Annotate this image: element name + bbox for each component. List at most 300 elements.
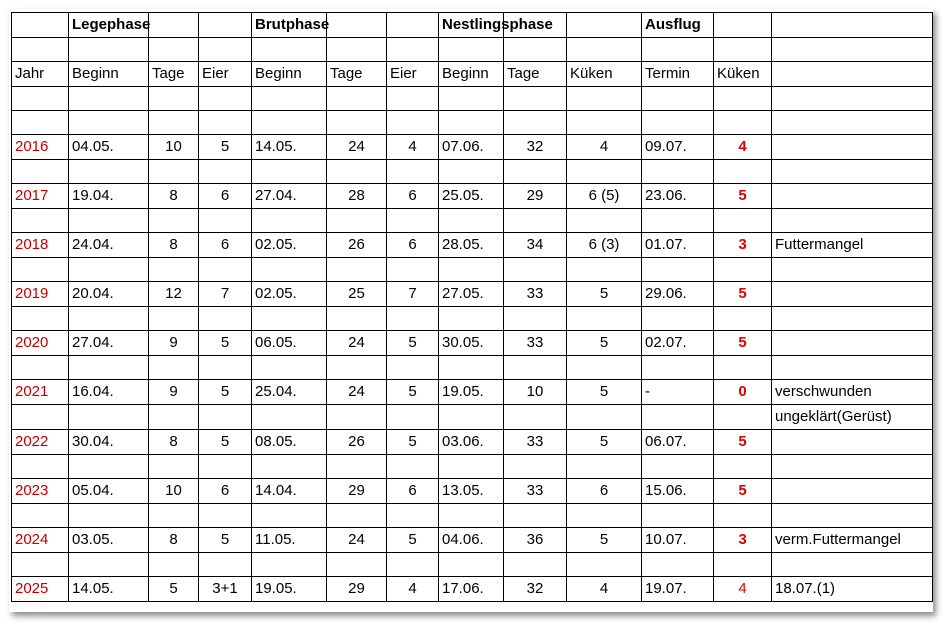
empty-cell[interactable] bbox=[567, 356, 642, 380]
empty-cell[interactable] bbox=[69, 405, 149, 430]
empty-cell[interactable] bbox=[714, 160, 772, 184]
cell-brut-tage[interactable]: 29 bbox=[327, 577, 387, 602]
column-header-brut-tage[interactable]: Tage bbox=[327, 62, 387, 87]
empty-cell[interactable] bbox=[567, 307, 642, 331]
cell-lege-tage[interactable]: 8 bbox=[149, 184, 199, 209]
cell-brut-beginn[interactable]: 25.04. bbox=[252, 380, 327, 405]
cell-nest-beginn[interactable]: 04.06. bbox=[439, 528, 504, 553]
empty-cell[interactable] bbox=[387, 553, 439, 577]
cell-brut-eier[interactable]: 7 bbox=[387, 282, 439, 307]
cell-lege-beginn[interactable]: 27.04. bbox=[69, 331, 149, 356]
cell-nest-kueken[interactable]: 6 bbox=[567, 479, 642, 504]
cell-brut-beginn[interactable]: 02.05. bbox=[252, 282, 327, 307]
cell-nest-tage[interactable]: 33 bbox=[504, 479, 567, 504]
empty-cell[interactable] bbox=[439, 87, 504, 111]
empty-cell[interactable] bbox=[69, 307, 149, 331]
cell-brut-tage[interactable]: 25 bbox=[327, 282, 387, 307]
empty-cell[interactable] bbox=[387, 504, 439, 528]
empty-cell[interactable] bbox=[69, 258, 149, 282]
cell-lege-beginn[interactable]: 05.04. bbox=[69, 479, 149, 504]
empty-cell[interactable] bbox=[149, 209, 199, 233]
cell-nest-beginn[interactable]: 25.05. bbox=[439, 184, 504, 209]
empty-cell[interactable] bbox=[252, 455, 327, 479]
cell-ausflug-kueken[interactable]: 5 bbox=[714, 184, 772, 209]
cell-lege-eier[interactable]: 7 bbox=[199, 282, 252, 307]
empty-cell[interactable] bbox=[327, 504, 387, 528]
empty-cell[interactable] bbox=[199, 405, 252, 430]
empty-cell[interactable] bbox=[252, 553, 327, 577]
cell-bemerkung-2[interactable] bbox=[772, 455, 933, 479]
group-header-cell[interactable] bbox=[714, 13, 772, 38]
cell-lege-eier[interactable]: 5 bbox=[199, 528, 252, 553]
cell-jahr[interactable]: 2025 bbox=[12, 577, 69, 602]
empty-cell[interactable] bbox=[504, 455, 567, 479]
empty-cell[interactable] bbox=[387, 209, 439, 233]
empty-cell[interactable] bbox=[567, 504, 642, 528]
empty-cell[interactable] bbox=[69, 356, 149, 380]
cell-nest-beginn[interactable]: 07.06. bbox=[439, 135, 504, 160]
empty-cell[interactable] bbox=[504, 160, 567, 184]
cell-nest-kueken[interactable]: 6 (5) bbox=[567, 184, 642, 209]
empty-cell[interactable] bbox=[439, 160, 504, 184]
cell-bemerkung[interactable] bbox=[772, 430, 933, 455]
empty-cell[interactable] bbox=[199, 504, 252, 528]
cell-lege-tage[interactable]: 12 bbox=[149, 282, 199, 307]
empty-cell[interactable] bbox=[714, 111, 772, 135]
empty-cell[interactable] bbox=[642, 455, 714, 479]
empty-cell[interactable] bbox=[149, 504, 199, 528]
column-header-jahr[interactable]: Jahr bbox=[12, 62, 69, 87]
cell-brut-eier[interactable]: 5 bbox=[387, 528, 439, 553]
empty-cell[interactable] bbox=[199, 38, 252, 62]
cell-bemerkung[interactable]: 18.07.(1) bbox=[772, 577, 933, 602]
empty-cell[interactable] bbox=[504, 356, 567, 380]
cell-nest-kueken[interactable]: 5 bbox=[567, 331, 642, 356]
cell-bemerkung-2[interactable]: ungeklärt(Gerüst) bbox=[772, 405, 933, 430]
column-header-brut-beginn[interactable]: Beginn bbox=[252, 62, 327, 87]
cell-brut-eier[interactable]: 6 bbox=[387, 479, 439, 504]
empty-cell[interactable] bbox=[504, 38, 567, 62]
empty-cell[interactable] bbox=[199, 160, 252, 184]
empty-cell[interactable] bbox=[327, 553, 387, 577]
cell-brut-beginn[interactable]: 02.05. bbox=[252, 233, 327, 258]
cell-jahr[interactable]: 2018 bbox=[12, 233, 69, 258]
empty-cell[interactable] bbox=[149, 307, 199, 331]
empty-cell[interactable] bbox=[567, 553, 642, 577]
cell-brut-beginn[interactable]: 14.05. bbox=[252, 135, 327, 160]
empty-cell[interactable] bbox=[69, 38, 149, 62]
cell-lege-beginn[interactable]: 19.04. bbox=[69, 184, 149, 209]
empty-cell[interactable] bbox=[12, 209, 69, 233]
empty-cell[interactable] bbox=[12, 553, 69, 577]
cell-lege-beginn[interactable]: 30.04. bbox=[69, 430, 149, 455]
cell-ausflug-kueken[interactable]: 3 bbox=[714, 233, 772, 258]
cell-lege-tage[interactable]: 8 bbox=[149, 528, 199, 553]
empty-cell[interactable] bbox=[69, 504, 149, 528]
empty-cell[interactable] bbox=[439, 504, 504, 528]
empty-cell[interactable] bbox=[387, 307, 439, 331]
cell-lege-tage[interactable]: 8 bbox=[149, 233, 199, 258]
empty-cell[interactable] bbox=[504, 111, 567, 135]
cell-lege-eier[interactable]: 5 bbox=[199, 135, 252, 160]
empty-cell[interactable] bbox=[149, 553, 199, 577]
empty-cell[interactable] bbox=[12, 38, 69, 62]
cell-nest-kueken[interactable]: 5 bbox=[567, 430, 642, 455]
cell-bemerkung[interactable]: verm.Futtermangel bbox=[772, 528, 933, 553]
empty-cell[interactable] bbox=[327, 38, 387, 62]
cell-brut-eier[interactable]: 4 bbox=[387, 577, 439, 602]
cell-bemerkung[interactable] bbox=[772, 331, 933, 356]
cell-brut-eier[interactable]: 5 bbox=[387, 430, 439, 455]
cell-jahr[interactable]: 2020 bbox=[12, 331, 69, 356]
cell-jahr[interactable]: 2021 bbox=[12, 380, 69, 405]
cell-lege-eier[interactable]: 6 bbox=[199, 479, 252, 504]
empty-cell[interactable] bbox=[772, 38, 933, 62]
cell-ausflug-kueken[interactable]: 4 bbox=[714, 135, 772, 160]
column-header-lege-tage[interactable]: Tage bbox=[149, 62, 199, 87]
empty-cell[interactable] bbox=[252, 111, 327, 135]
empty-cell[interactable] bbox=[387, 405, 439, 430]
cell-ausflug-kueken[interactable]: 5 bbox=[714, 430, 772, 455]
group-header-cell[interactable] bbox=[149, 13, 199, 38]
empty-cell[interactable] bbox=[387, 111, 439, 135]
cell-bemerkung-2[interactable] bbox=[772, 504, 933, 528]
empty-cell[interactable] bbox=[252, 160, 327, 184]
empty-cell[interactable] bbox=[199, 356, 252, 380]
empty-cell[interactable] bbox=[199, 209, 252, 233]
column-header-ausflug-termin[interactable]: Termin bbox=[642, 62, 714, 87]
empty-cell[interactable] bbox=[439, 455, 504, 479]
column-header-ausflug-kueken[interactable]: Küken bbox=[714, 62, 772, 87]
cell-lege-beginn[interactable]: 16.04. bbox=[69, 380, 149, 405]
column-header-brut-eier[interactable]: Eier bbox=[387, 62, 439, 87]
empty-cell[interactable] bbox=[149, 356, 199, 380]
empty-cell[interactable] bbox=[387, 160, 439, 184]
group-header-cell[interactable]: Brutphase bbox=[252, 13, 327, 38]
empty-cell[interactable] bbox=[439, 111, 504, 135]
empty-cell[interactable] bbox=[12, 111, 69, 135]
cell-nest-tage[interactable]: 33 bbox=[504, 282, 567, 307]
empty-cell[interactable] bbox=[149, 87, 199, 111]
cell-nest-kueken[interactable]: 5 bbox=[567, 380, 642, 405]
empty-cell[interactable] bbox=[567, 160, 642, 184]
group-header-cell[interactable]: Nestlingsphase bbox=[439, 13, 504, 38]
cell-bemerkung-2[interactable] bbox=[772, 553, 933, 577]
empty-cell[interactable] bbox=[12, 307, 69, 331]
column-header-lege-eier[interactable]: Eier bbox=[199, 62, 252, 87]
empty-cell[interactable] bbox=[387, 455, 439, 479]
cell-ausflug-termin[interactable]: 23.06. bbox=[642, 184, 714, 209]
cell-jahr[interactable]: 2022 bbox=[12, 430, 69, 455]
cell-nest-kueken[interactable]: 6 (3) bbox=[567, 233, 642, 258]
empty-cell[interactable] bbox=[149, 405, 199, 430]
cell-nest-tage[interactable]: 32 bbox=[504, 135, 567, 160]
cell-lege-beginn[interactable]: 04.05. bbox=[69, 135, 149, 160]
empty-cell[interactable] bbox=[567, 87, 642, 111]
cell-ausflug-termin[interactable]: 01.07. bbox=[642, 233, 714, 258]
empty-cell[interactable] bbox=[714, 38, 772, 62]
empty-cell[interactable] bbox=[504, 553, 567, 577]
empty-cell[interactable] bbox=[714, 209, 772, 233]
empty-cell[interactable] bbox=[149, 160, 199, 184]
cell-lege-eier[interactable]: 5 bbox=[199, 430, 252, 455]
empty-cell[interactable] bbox=[387, 38, 439, 62]
cell-ausflug-kueken[interactable]: 5 bbox=[714, 479, 772, 504]
empty-cell[interactable] bbox=[439, 553, 504, 577]
empty-cell[interactable] bbox=[252, 356, 327, 380]
cell-nest-beginn[interactable]: 17.06. bbox=[439, 577, 504, 602]
empty-cell[interactable] bbox=[149, 111, 199, 135]
empty-cell[interactable] bbox=[327, 405, 387, 430]
group-header-cell[interactable] bbox=[772, 13, 933, 38]
group-header-cell[interactable] bbox=[387, 13, 439, 38]
cell-nest-kueken[interactable]: 4 bbox=[567, 577, 642, 602]
cell-nest-tage[interactable]: 34 bbox=[504, 233, 567, 258]
empty-cell[interactable] bbox=[504, 405, 567, 430]
empty-cell[interactable] bbox=[714, 504, 772, 528]
cell-lege-eier[interactable]: 5 bbox=[199, 331, 252, 356]
empty-cell[interactable] bbox=[642, 504, 714, 528]
cell-lege-eier[interactable]: 3+1 bbox=[199, 577, 252, 602]
empty-cell[interactable] bbox=[199, 455, 252, 479]
empty-cell[interactable] bbox=[642, 87, 714, 111]
empty-cell[interactable] bbox=[642, 38, 714, 62]
cell-jahr[interactable]: 2019 bbox=[12, 282, 69, 307]
empty-cell[interactable] bbox=[327, 307, 387, 331]
empty-cell[interactable] bbox=[69, 553, 149, 577]
empty-cell[interactable] bbox=[69, 111, 149, 135]
cell-nest-tage[interactable]: 10 bbox=[504, 380, 567, 405]
cell-bemerkung[interactable] bbox=[772, 184, 933, 209]
cell-ausflug-kueken[interactable]: 3 bbox=[714, 528, 772, 553]
empty-cell[interactable] bbox=[567, 405, 642, 430]
cell-brut-eier[interactable]: 6 bbox=[387, 233, 439, 258]
cell-lege-tage[interactable]: 5 bbox=[149, 577, 199, 602]
empty-cell[interactable] bbox=[439, 307, 504, 331]
cell-bemerkung-2[interactable] bbox=[772, 160, 933, 184]
cell-brut-tage[interactable]: 24 bbox=[327, 528, 387, 553]
empty-cell[interactable] bbox=[149, 38, 199, 62]
cell-jahr[interactable]: 2024 bbox=[12, 528, 69, 553]
empty-cell[interactable] bbox=[439, 38, 504, 62]
column-header-nest-beginn[interactable]: Beginn bbox=[439, 62, 504, 87]
empty-cell[interactable] bbox=[252, 87, 327, 111]
empty-cell[interactable] bbox=[504, 504, 567, 528]
cell-brut-tage[interactable]: 28 bbox=[327, 184, 387, 209]
empty-cell[interactable] bbox=[642, 553, 714, 577]
cell-bemerkung-2[interactable] bbox=[772, 307, 933, 331]
empty-cell[interactable] bbox=[387, 87, 439, 111]
cell-lege-beginn[interactable]: 14.05. bbox=[69, 577, 149, 602]
empty-cell[interactable] bbox=[199, 258, 252, 282]
cell-lege-tage[interactable]: 8 bbox=[149, 430, 199, 455]
cell-brut-tage[interactable]: 29 bbox=[327, 479, 387, 504]
empty-cell[interactable] bbox=[199, 87, 252, 111]
cell-jahr[interactable]: 2016 bbox=[12, 135, 69, 160]
empty-cell[interactable] bbox=[567, 38, 642, 62]
empty-cell[interactable] bbox=[199, 307, 252, 331]
cell-brut-eier[interactable]: 4 bbox=[387, 135, 439, 160]
empty-cell[interactable] bbox=[12, 87, 69, 111]
empty-cell[interactable] bbox=[387, 258, 439, 282]
cell-bemerkung[interactable] bbox=[772, 479, 933, 504]
empty-cell[interactable] bbox=[642, 356, 714, 380]
cell-bemerkung-2[interactable] bbox=[772, 258, 933, 282]
empty-cell[interactable] bbox=[252, 307, 327, 331]
cell-ausflug-termin[interactable]: 29.06. bbox=[642, 282, 714, 307]
cell-ausflug-kueken[interactable]: 0 bbox=[714, 380, 772, 405]
cell-ausflug-termin[interactable]: 15.06. bbox=[642, 479, 714, 504]
cell-ausflug-termin[interactable]: 19.07. bbox=[642, 577, 714, 602]
cell-nest-beginn[interactable]: 27.05. bbox=[439, 282, 504, 307]
cell-nest-tage[interactable]: 33 bbox=[504, 430, 567, 455]
empty-cell[interactable] bbox=[12, 356, 69, 380]
cell-brut-tage[interactable]: 24 bbox=[327, 135, 387, 160]
empty-cell[interactable] bbox=[504, 87, 567, 111]
empty-cell[interactable] bbox=[714, 553, 772, 577]
cell-lege-tage[interactable]: 10 bbox=[149, 135, 199, 160]
cell-nest-tage[interactable]: 29 bbox=[504, 184, 567, 209]
empty-cell[interactable] bbox=[714, 356, 772, 380]
empty-cell[interactable] bbox=[69, 87, 149, 111]
cell-bemerkung[interactable]: verschwunden bbox=[772, 380, 933, 405]
group-header-cell[interactable] bbox=[567, 13, 642, 38]
empty-cell[interactable] bbox=[12, 258, 69, 282]
empty-cell[interactable] bbox=[12, 504, 69, 528]
empty-cell[interactable] bbox=[642, 209, 714, 233]
cell-nest-beginn[interactable]: 30.05. bbox=[439, 331, 504, 356]
empty-cell[interactable] bbox=[149, 258, 199, 282]
empty-cell[interactable] bbox=[642, 160, 714, 184]
cell-ausflug-termin[interactable]: 09.07. bbox=[642, 135, 714, 160]
group-header-cell[interactable] bbox=[199, 13, 252, 38]
cell-nest-beginn[interactable]: 28.05. bbox=[439, 233, 504, 258]
empty-cell[interactable] bbox=[252, 405, 327, 430]
cell-lege-eier[interactable]: 6 bbox=[199, 184, 252, 209]
cell-nest-beginn[interactable]: 03.06. bbox=[439, 430, 504, 455]
empty-cell[interactable] bbox=[504, 209, 567, 233]
cell-nest-beginn[interactable]: 19.05. bbox=[439, 380, 504, 405]
empty-cell[interactable] bbox=[327, 160, 387, 184]
empty-cell[interactable] bbox=[199, 111, 252, 135]
empty-cell[interactable] bbox=[12, 405, 69, 430]
empty-cell[interactable] bbox=[567, 209, 642, 233]
cell-ausflug-termin[interactable]: 02.07. bbox=[642, 331, 714, 356]
group-header-cell[interactable]: Legephase bbox=[69, 13, 149, 38]
empty-cell[interactable] bbox=[199, 553, 252, 577]
empty-cell[interactable] bbox=[504, 307, 567, 331]
empty-cell[interactable] bbox=[12, 160, 69, 184]
cell-ausflug-termin[interactable]: - bbox=[642, 380, 714, 405]
cell-nest-kueken[interactable]: 5 bbox=[567, 282, 642, 307]
empty-cell[interactable] bbox=[439, 405, 504, 430]
cell-bemerkung[interactable] bbox=[772, 282, 933, 307]
cell-nest-kueken[interactable]: 5 bbox=[567, 528, 642, 553]
cell-nest-beginn[interactable]: 13.05. bbox=[439, 479, 504, 504]
cell-bemerkung-2[interactable] bbox=[772, 209, 933, 233]
cell-lege-tage[interactable]: 9 bbox=[149, 380, 199, 405]
group-header-cell[interactable] bbox=[12, 13, 69, 38]
cell-brut-beginn[interactable]: 14.04. bbox=[252, 479, 327, 504]
empty-cell[interactable] bbox=[567, 258, 642, 282]
cell-lege-eier[interactable]: 6 bbox=[199, 233, 252, 258]
cell-lege-beginn[interactable]: 24.04. bbox=[69, 233, 149, 258]
empty-cell[interactable] bbox=[12, 455, 69, 479]
cell-brut-beginn[interactable]: 08.05. bbox=[252, 430, 327, 455]
column-header-nest-kueken[interactable]: Küken bbox=[567, 62, 642, 87]
cell-brut-tage[interactable]: 24 bbox=[327, 380, 387, 405]
empty-cell[interactable] bbox=[772, 87, 933, 111]
empty-cell[interactable] bbox=[439, 356, 504, 380]
cell-brut-eier[interactable]: 5 bbox=[387, 331, 439, 356]
column-header-lege-beginn[interactable]: Beginn bbox=[69, 62, 149, 87]
cell-lege-tage[interactable]: 10 bbox=[149, 479, 199, 504]
empty-cell[interactable] bbox=[642, 258, 714, 282]
empty-cell[interactable] bbox=[714, 455, 772, 479]
empty-cell[interactable] bbox=[642, 405, 714, 430]
empty-cell[interactable] bbox=[252, 258, 327, 282]
cell-jahr[interactable]: 2017 bbox=[12, 184, 69, 209]
empty-cell[interactable] bbox=[252, 38, 327, 62]
cell-brut-beginn[interactable]: 27.04. bbox=[252, 184, 327, 209]
group-header-cell[interactable] bbox=[327, 13, 387, 38]
empty-cell[interactable] bbox=[387, 356, 439, 380]
cell-jahr[interactable]: 2023 bbox=[12, 479, 69, 504]
cell-brut-beginn[interactable]: 11.05. bbox=[252, 528, 327, 553]
cell-ausflug-kueken[interactable]: 5 bbox=[714, 331, 772, 356]
cell-brut-beginn[interactable]: 19.05. bbox=[252, 577, 327, 602]
empty-cell[interactable] bbox=[642, 307, 714, 331]
empty-cell[interactable] bbox=[327, 87, 387, 111]
empty-cell[interactable] bbox=[69, 160, 149, 184]
empty-cell[interactable] bbox=[642, 111, 714, 135]
cell-brut-eier[interactable]: 5 bbox=[387, 380, 439, 405]
empty-cell[interactable] bbox=[439, 209, 504, 233]
empty-cell[interactable] bbox=[327, 455, 387, 479]
cell-bemerkung-2[interactable] bbox=[772, 356, 933, 380]
group-header-cell[interactable]: Ausflug bbox=[642, 13, 714, 38]
cell-ausflug-kueken[interactable]: 4 bbox=[714, 577, 772, 602]
empty-cell[interactable] bbox=[504, 258, 567, 282]
empty-cell[interactable] bbox=[149, 455, 199, 479]
column-header-nest-tage[interactable]: Tage bbox=[504, 62, 567, 87]
empty-cell[interactable] bbox=[772, 111, 933, 135]
cell-brut-tage[interactable]: 26 bbox=[327, 430, 387, 455]
cell-brut-eier[interactable]: 6 bbox=[387, 184, 439, 209]
cell-lege-eier[interactable]: 5 bbox=[199, 380, 252, 405]
cell-brut-tage[interactable]: 24 bbox=[327, 331, 387, 356]
empty-cell[interactable] bbox=[714, 405, 772, 430]
cell-brut-beginn[interactable]: 06.05. bbox=[252, 331, 327, 356]
empty-cell[interactable] bbox=[439, 258, 504, 282]
cell-nest-tage[interactable]: 33 bbox=[504, 331, 567, 356]
cell-bemerkung[interactable] bbox=[772, 135, 933, 160]
empty-cell[interactable] bbox=[567, 111, 642, 135]
cell-nest-kueken[interactable]: 4 bbox=[567, 135, 642, 160]
empty-cell[interactable] bbox=[252, 209, 327, 233]
empty-cell[interactable] bbox=[567, 455, 642, 479]
empty-cell[interactable] bbox=[714, 258, 772, 282]
empty-cell[interactable] bbox=[327, 258, 387, 282]
empty-cell[interactable] bbox=[327, 209, 387, 233]
empty-cell[interactable] bbox=[327, 111, 387, 135]
empty-cell[interactable] bbox=[327, 356, 387, 380]
cell-ausflug-termin[interactable]: 10.07. bbox=[642, 528, 714, 553]
cell-ausflug-kueken[interactable]: 5 bbox=[714, 282, 772, 307]
empty-cell[interactable] bbox=[69, 455, 149, 479]
empty-cell[interactable] bbox=[252, 504, 327, 528]
empty-cell[interactable] bbox=[714, 87, 772, 111]
